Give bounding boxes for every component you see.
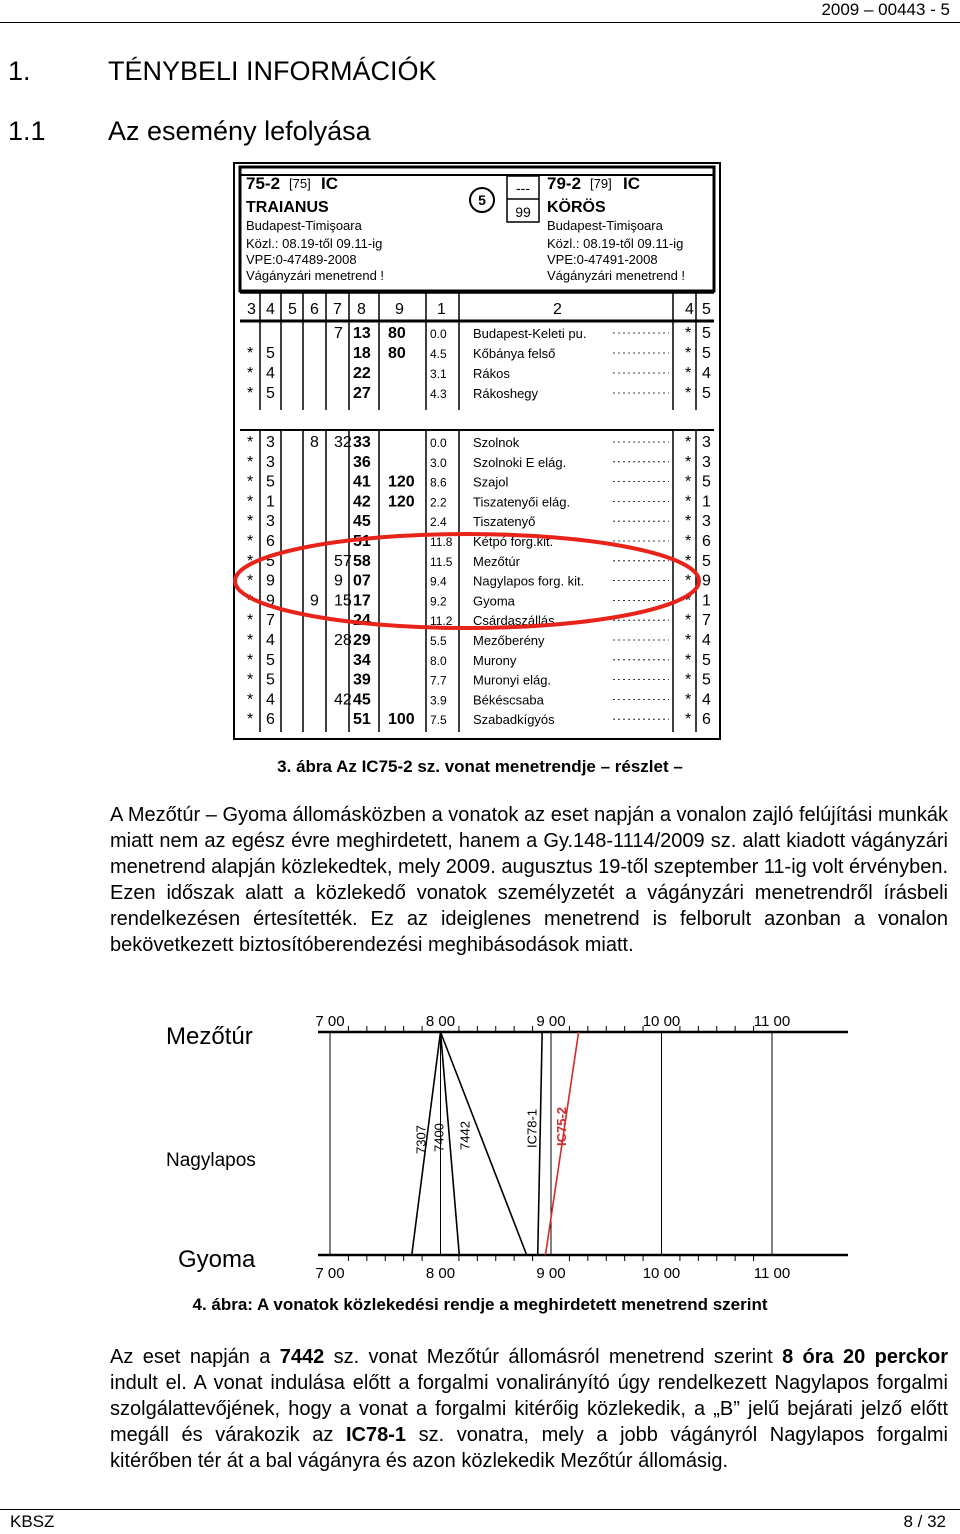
right-train-type: IC xyxy=(623,174,640,193)
figure-4-caption: 4. ábra: A vonatok közlekedési rendje a meghirdetett menetrend szerint xyxy=(192,1295,768,1314)
timetable-cell: 3.9 xyxy=(430,693,447,708)
left-train-note: Vágányzári menetrend ! xyxy=(246,268,385,283)
time-tick-label: 10 00 xyxy=(642,1013,681,1030)
timetable-cell: 41 xyxy=(353,473,371,491)
timetable-cell: * xyxy=(247,453,254,471)
timetable-cell: 51 xyxy=(353,533,371,550)
timetable-cell: 1 xyxy=(266,493,275,511)
timetable-cell: 4 xyxy=(702,691,711,709)
timetable-cell: 28 xyxy=(334,632,352,649)
timetable-cell: 4.3 xyxy=(430,387,447,401)
timetable-cell: 9 xyxy=(266,592,275,610)
col-header: 3 xyxy=(247,301,256,318)
timetable-cell: 2.2 xyxy=(430,495,447,510)
timetable-cell: * xyxy=(685,434,692,451)
timetable-cell: * xyxy=(685,691,692,709)
col-header: 2 xyxy=(553,301,562,318)
timetable-cell: 3 xyxy=(702,453,711,471)
heading-1-number: 1. xyxy=(8,56,31,86)
timetable-cell: 120 xyxy=(388,493,415,511)
timetable-cell: * xyxy=(247,345,254,362)
right-train-sub: [79] xyxy=(590,176,612,191)
timetable-cell: 9 xyxy=(702,572,711,590)
timetable-cell: 5 xyxy=(266,345,275,362)
timetable-figure xyxy=(233,162,721,740)
timetable-cell: 4 xyxy=(266,365,275,382)
timetable-cell: * xyxy=(685,632,692,649)
time-tick-label: 7 00 xyxy=(315,1013,345,1030)
timetable-cell: 4 xyxy=(266,632,275,649)
time-tick-label: 9 00 xyxy=(536,1013,566,1030)
timetable-cell: 1 xyxy=(702,592,711,610)
timetable-cell: * xyxy=(685,711,692,729)
timetable-cell: 3.1 xyxy=(430,367,447,381)
paragraph-2 xyxy=(110,1344,948,1474)
col-header: 6 xyxy=(310,301,319,318)
timetable-cell: 3 xyxy=(266,513,275,531)
timetable-cell: 3 xyxy=(702,434,711,451)
timetable-cell: 80 xyxy=(388,345,406,362)
col-header: 9 xyxy=(395,301,404,318)
train-path-7442 xyxy=(441,1032,527,1255)
timetable-cell: * xyxy=(247,513,254,531)
heading-2-number: 1.1 xyxy=(8,116,46,146)
timetable-cell: 5 xyxy=(702,671,711,689)
timetable-cell: 6 xyxy=(702,711,711,729)
train-label: IC75-2 xyxy=(554,1106,570,1146)
train-label: 7307 xyxy=(413,1125,429,1154)
timetable-cell: 9.4 xyxy=(430,574,447,589)
timetable-cell: * xyxy=(247,671,254,689)
time-tick-label: 7 00 xyxy=(315,1265,345,1278)
timetable-cell: 0.0 xyxy=(430,327,447,341)
station-name: Budapest-Keleti pu. xyxy=(473,326,587,341)
timetable-cell: * xyxy=(685,533,692,550)
timetable-cell: 5 xyxy=(702,473,711,491)
timetable-cell: * xyxy=(685,592,692,610)
timetable-cell: * xyxy=(685,493,692,511)
station-name: Nagylapos forg. kit. xyxy=(473,573,585,589)
timetable-cell: * xyxy=(247,612,254,630)
timetable-cell: 7.5 xyxy=(430,713,447,728)
left-train-type: IC xyxy=(321,174,338,193)
timetable-cell: 33 xyxy=(353,434,371,451)
col-header: 1 xyxy=(437,301,446,318)
paragraph-2-text: sz. vonatra, mely a jobb vágányról Nagylapos forgalmi kitérőben tér át a bal vágányra és azon közlekedik Mezőtúr állomásig. xyxy=(110,1424,948,1472)
timetable-cell: 57 xyxy=(334,552,352,570)
timetable-cell: * xyxy=(685,572,692,590)
col-header: 7 xyxy=(333,301,342,318)
timetable-cell: 7.7 xyxy=(430,673,447,688)
timetable-cell: 3 xyxy=(266,434,275,451)
time-tick-label: 8 00 xyxy=(425,1013,456,1030)
timetable-cell: 9 xyxy=(334,572,343,590)
timetable-cell: 5 xyxy=(266,651,275,669)
timetable-cell: 4.5 xyxy=(430,347,447,361)
timetable-cell: 42 xyxy=(334,691,352,709)
station-name: Kőbánya felső xyxy=(473,346,556,361)
timetable-cell: * xyxy=(247,385,254,402)
paragraph-2-bold: 7442 xyxy=(279,1346,325,1368)
station-name: Mezőberény xyxy=(473,633,545,648)
timetable-cell: 7 xyxy=(702,612,711,630)
timetable-cell: * xyxy=(685,473,692,491)
timetable-cell: * xyxy=(685,671,692,689)
timetable-cell: 32 xyxy=(334,434,352,451)
timetable-cell: 8 xyxy=(310,434,319,451)
time-tick-label: 11 00 xyxy=(753,1265,791,1278)
timetable-cell: * xyxy=(685,513,692,531)
col-header: 5 xyxy=(288,301,297,318)
timetable-cell: 11.5 xyxy=(430,554,453,569)
timetable-cell: 4 xyxy=(702,632,711,649)
timetable-cell: 45 xyxy=(353,513,371,531)
timetable-cell: 1 xyxy=(702,493,711,511)
right-train-name: KÖRÖS xyxy=(547,199,606,216)
right-train-number: 79-2 xyxy=(547,174,582,193)
timetable-cell: 36 xyxy=(353,453,371,471)
paragraph-2-text: Az eset napján a xyxy=(110,1346,280,1368)
time-tick-label: 11 00 xyxy=(753,1013,791,1030)
timetable-cell: 7 xyxy=(266,612,275,630)
timetable-cell: 18 xyxy=(353,345,371,362)
timetable-cell: 6 xyxy=(266,711,275,729)
left-train-valid: Közl.: 08.19-től 09.11-ig xyxy=(246,236,383,251)
timetable-cell: * xyxy=(247,493,254,511)
timetable-cell: * xyxy=(247,651,254,669)
timetable-cell: * xyxy=(685,612,692,630)
left-train-route: Budapest-Timişoara xyxy=(246,218,362,233)
train-label: IC78-1 xyxy=(524,1108,540,1148)
timetable-cell: 58 xyxy=(353,552,371,570)
right-train-valid: Közl.: 08.19-től 09.11-ig xyxy=(547,236,684,251)
timetable-cell: 9.2 xyxy=(430,594,447,609)
timetable-cell: * xyxy=(247,691,254,709)
footer-page-number: 8 / 32 xyxy=(903,1512,946,1531)
col-header: 5 xyxy=(702,301,711,318)
timetable-cell: 6 xyxy=(266,533,275,550)
left-train-sub: [75] xyxy=(289,176,311,191)
station-name: Tiszatenyő xyxy=(473,514,536,530)
paragraph-2-text: sz. vonat Mezőtúr állomásról menetrend szerint xyxy=(324,1346,783,1368)
station-name: Tiszatenyői elág. xyxy=(473,494,571,510)
station-label: Mezőtúr xyxy=(166,1023,253,1050)
timetable-cell: 13 xyxy=(353,325,371,342)
right-train-vpe: VPE:0-47491-2008 xyxy=(547,252,658,267)
timetable-cell: 5 xyxy=(702,385,711,402)
station-name: Muronyi elág. xyxy=(473,672,552,688)
timetable-cell: 29 xyxy=(353,632,371,649)
station-name: Szolnoki E elág. xyxy=(473,454,567,470)
header-rule xyxy=(0,22,960,23)
col-header: 4 xyxy=(266,301,275,318)
timetable-cell: 07 xyxy=(353,572,371,590)
timetable-cell: 7 xyxy=(334,325,343,342)
timetable-cell: 3 xyxy=(702,513,711,531)
station-name: Csárdaszállás xyxy=(473,613,555,629)
paragraph-1: A Mezőtúr – Gyoma állomásközben a vonatok az eset napján a vonalon zajló felújítási munkák miatt nem az egész évre meghirdetett, hanem a Gy.148-1114/2009 sz. alatt kiadott vágányzári menetrend alapján közlekedtek, mely 2009. augusztus 19-től szeptember 11-ig volt érvényben. Ezen időszak alatt a közlekedő vonatok személyzetét a vágányzári menetrendről írásbeli rendelkezésen értesítették. Ez az ideiglenes menetrend is felborult azonban a vonalon bekövetkezett biztosítóberendezési meghibásodások miatt. xyxy=(110,804,948,956)
footer-rule xyxy=(0,1509,960,1510)
right-train-route: Budapest-Timişoara xyxy=(547,218,663,233)
timetable-cell: * xyxy=(685,325,692,342)
timetable-cell: 24 xyxy=(353,612,371,630)
station-name: Szolnok xyxy=(473,435,520,450)
center-top-value: --- xyxy=(516,180,530,196)
graphic-timetable-chart xyxy=(150,1010,860,1278)
timetable-cell: * xyxy=(685,552,692,570)
timetable-cell: * xyxy=(247,572,254,590)
timetable-cell: * xyxy=(247,552,254,570)
timetable-cell: 4 xyxy=(702,365,711,382)
timetable-cell: 15 xyxy=(334,592,352,610)
station-name: Rákoshegy xyxy=(473,386,539,401)
timetable-cell: 5 xyxy=(266,552,275,570)
right-train-note: Vágányzári menetrend ! xyxy=(547,268,686,283)
timetable-cell: 80 xyxy=(388,325,406,342)
timetable-cell: 6 xyxy=(702,533,711,550)
center-bottom-value: 99 xyxy=(515,204,531,220)
station-label: Gyoma xyxy=(178,1246,256,1273)
heading-1 xyxy=(8,56,437,87)
left-train-name: TRAIANUS xyxy=(246,199,329,216)
timetable-cell: 11.2 xyxy=(430,614,453,629)
timetable-cell: 34 xyxy=(353,651,371,669)
time-tick-label: 9 00 xyxy=(536,1265,566,1278)
timetable-cell: * xyxy=(685,453,692,471)
station-name: Gyoma xyxy=(473,593,515,609)
timetable-cell: * xyxy=(247,473,254,491)
paragraph-2-text: indult el. A vonat indulása előtt a forgalmi vonalirányító úgy rendelkezett Nagylapos forgalmi szolgálattevőjének, hogy a vonat a forgalmi kitérőig közlekedik, a „B” jelű bejárati jelző előtt megáll és várakozik az xyxy=(110,1372,948,1446)
timetable-cell: 5 xyxy=(702,345,711,362)
timetable-cell: 9 xyxy=(310,592,319,610)
heading-2-title: Az esemény lefolyása xyxy=(108,116,371,146)
timetable-cell: 8.0 xyxy=(430,653,447,668)
timetable-cell: 5 xyxy=(702,651,711,669)
timetable-cell: 100 xyxy=(388,711,415,729)
timetable-cell: * xyxy=(685,365,692,382)
timetable-cell: 22 xyxy=(353,365,371,382)
train-label: 7400 xyxy=(431,1123,447,1152)
timetable-cell: 9 xyxy=(266,572,275,590)
station-label: Nagylapos xyxy=(166,1150,256,1171)
timetable-cell: * xyxy=(685,651,692,669)
timetable-cell: 5.5 xyxy=(430,634,447,648)
station-name: Szabadkígyós xyxy=(473,712,555,728)
timetable-cell: 5 xyxy=(702,552,711,570)
paragraph-2-bold: IC78-1 xyxy=(345,1424,406,1446)
timetable-cell: * xyxy=(247,434,254,451)
time-tick-label: 8 00 xyxy=(425,1265,456,1278)
timetable-cell: 120 xyxy=(388,473,415,491)
time-tick-label: 10 00 xyxy=(642,1265,681,1278)
station-name: Szajol xyxy=(473,474,509,490)
timetable-cell: 27 xyxy=(353,385,371,402)
timetable-cell: 17 xyxy=(353,592,371,610)
figure-3-caption: 3. ábra Az IC75-2 sz. vonat menetrendje – részlet – xyxy=(277,757,683,776)
timetable-cell: 0.0 xyxy=(430,436,447,450)
timetable-cell: 3 xyxy=(266,453,275,471)
heading-1-title: TÉNYBELI INFORMÁCIÓK xyxy=(108,56,437,86)
timetable-cell: 51 xyxy=(353,711,371,729)
timetable-cell: 5 xyxy=(702,325,711,342)
paragraph-2-bold: 8 óra 20 perckor xyxy=(782,1346,948,1368)
circle-badge-number: 5 xyxy=(478,192,486,208)
timetable-cell: 2.4 xyxy=(430,515,447,530)
station-name: Kétpó forg.kit. xyxy=(473,534,554,549)
station-name: Rákos xyxy=(473,366,510,381)
timetable-cell: * xyxy=(247,592,254,610)
timetable-cell: 45 xyxy=(353,691,371,709)
timetable-cell: * xyxy=(247,365,254,382)
timetable-cell: * xyxy=(247,533,254,550)
timetable-cell: * xyxy=(685,345,692,362)
col-header: 4 xyxy=(685,301,694,318)
timetable-cell: * xyxy=(247,711,254,729)
station-name: Murony xyxy=(473,652,517,668)
timetable-cell: 39 xyxy=(353,671,371,689)
left-train-vpe: VPE:0-47489-2008 xyxy=(246,252,357,267)
station-name: Mezőtúr xyxy=(473,553,520,569)
timetable-cell: 42 xyxy=(353,493,371,511)
document-reference: 2009 – 00443 - 5 xyxy=(821,0,950,19)
timetable-cell: 5 xyxy=(266,473,275,491)
left-train-number: 75-2 xyxy=(246,174,281,193)
timetable-cell: * xyxy=(685,385,692,402)
station-name: Békéscsaba xyxy=(473,692,544,708)
timetable-cell: 8.6 xyxy=(430,475,447,490)
timetable-cell: 5 xyxy=(266,671,275,689)
timetable-cell: 4 xyxy=(266,691,275,709)
timetable-cell: * xyxy=(247,632,254,649)
timetable-cell: 3.0 xyxy=(430,455,447,470)
timetable-cell: 5 xyxy=(266,385,275,402)
train-label: 7442 xyxy=(457,1121,473,1150)
timetable-cell: 11.8 xyxy=(430,535,453,549)
heading-2 xyxy=(8,116,371,147)
footer-organization: KBSZ xyxy=(10,1512,55,1531)
col-header: 8 xyxy=(357,301,366,318)
